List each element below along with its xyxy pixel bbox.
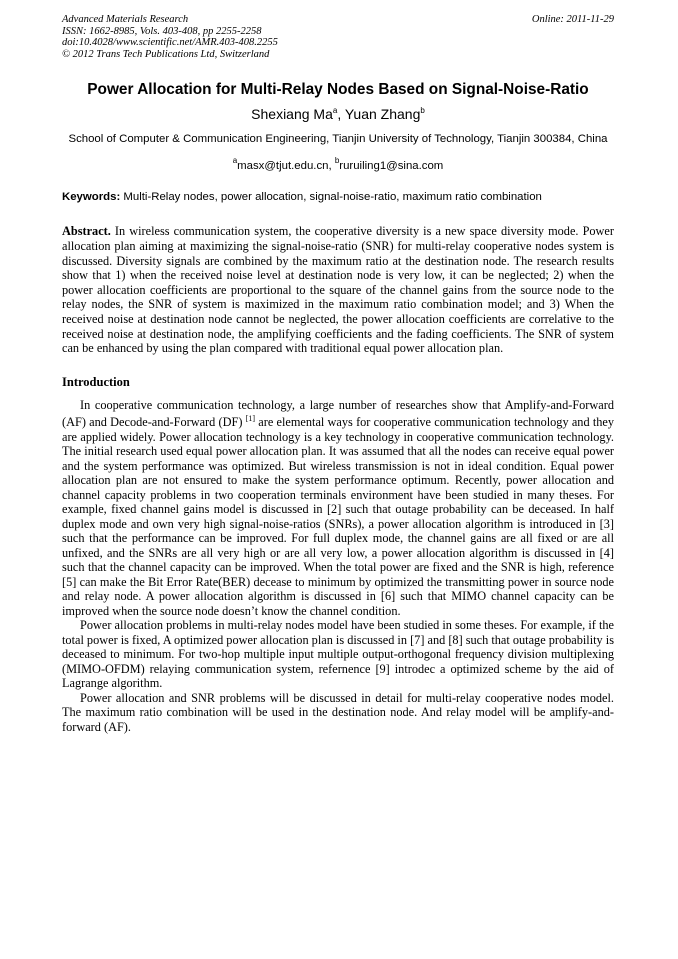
email-a-superscript: a xyxy=(232,156,238,166)
section-heading-introduction: Introduction xyxy=(62,374,130,389)
journal-header xyxy=(62,14,614,60)
journal-name: Advanced Materials Research xyxy=(62,14,189,25)
online-date: Online: 2011-11-29 xyxy=(531,14,614,25)
email-b-superscript: b xyxy=(334,156,340,166)
author-2-superscript: b xyxy=(420,106,425,116)
affiliation: School of Computer & Communication Engineering, Tianjin University of Technology, Tianjin 300384, China xyxy=(68,133,608,146)
intro-paragraph-1-part-b: are elemental ways for cooperative communication technology and they are applied widely. Power allocation technology is a key technology in cooperative communication technology. The initial research used equal power allocation plan. It was assumed that all the nodes can receive equal power and the system performance was optimized. But wireless transmission is not in ideal condition. Equal power allocation plan are not ensured to make the system performance optimum. Recently, power allocation and channel capacity problems in two cooperation terminals environment have been studied in many theses. For example, fixed channel gains model is discussed in [2] such that outage probability can be deceased. In half duplex mode and own very high signal-noise-ratios (SNRs), a power allocation algorithm is introduced in [3] such that the performance can be improved. For full duplex mode, the channel gains are all fixed or are all unfixed, and the SNRs are all very high or are all very low, a power allocation algorithm is discussed in [4] such that the channel capacity can be improved. When the total power are fixed and the SNR is high, reference [5] can make the Bit Error Rate(BER) decease to minimum by optimized the transmitting power in source node and relay node. A power allocation algorithm is discussed in [6] such that MIMO channel capacity can be improved when the source node doesn’t know the channel condition. xyxy=(62,415,615,618)
keywords xyxy=(62,190,614,205)
issn-line: ISSN: 1662-8985, Vols. 403-408, pp 2255-2258 xyxy=(62,25,262,37)
email-line xyxy=(62,153,614,174)
citation-ref-1: [1] xyxy=(245,414,256,424)
paper-page xyxy=(62,14,614,734)
abstract-label: Abstract. xyxy=(62,224,111,239)
abstract-text: In wireless communication system, the cooperative diversity is a new space diversity mode. Power allocation plan aiming at maximizing the signal-noise-ratio (SNR) for multi-relay cooperative nodes system is discussed. Diversity signals are combined by the maximum ratio at the destination node. The research results show that 1) when the received noise level at destination node is very low, it can be neglected; 2) when the power allocation coefficients are proportional to the square of the channel gains from the source node to the relay nodes, the SNR of system is maximized in the maximum ratio combination model; and 3) When the received noise at destination node cannot be neglected, the power allocation coefficients are correlative to the received noise at destination node, the amplifying coefficients and the fading coefficients. The SNR of system can be enhanced by using the plan compared with traditional equal power allocation plan. xyxy=(62,224,614,356)
paper-title: Power Allocation for Multi-Relay Nodes Based on Signal-Noise-Ratio xyxy=(87,81,589,99)
author-separator: , xyxy=(337,106,345,123)
doi-line: doi:10.4028/www.scientific.net/AMR.403-408.2255 xyxy=(62,37,278,49)
author-1: Shexiang Ma xyxy=(251,106,333,123)
copyright-line: © 2012 Trans Tech Publications Ltd, Switzerland xyxy=(62,48,270,60)
email-a: masx@tjut.edu.cn xyxy=(237,160,329,173)
intro-paragraph-1 xyxy=(62,398,614,619)
author-2: Yuan Zhang xyxy=(344,106,421,123)
email-b: ruruiling1@sina.com xyxy=(339,160,444,173)
intro-paragraph-2: Power allocation problems in multi-relay nodes model have been studied in some theses. For example, if the total power is fixed, A optimized power allocation plan is discussed in [7] and [8] such that outage probability is deceased to minimum. For two-hop multiple input multiple output-orthogonal frequency division multiplexing (MIMO-OFDM) relaying communication system, refernence [9] introdec a optimized scheme by the aid of Lagrange algorithm. xyxy=(62,618,614,691)
intro-paragraph-1-part-a: In cooperative communication technology, a large number of researches show that Amplify-and-Forward (AF) and Decode-and-Forward (DF) xyxy=(62,397,614,430)
intro-paragraph-3: Power allocation and SNR problems will be discussed in detail for multi-relay cooperative nodes model. The maximum ratio combination will be used in the destination node. And relay model will be amplify-and-forward (AF). xyxy=(62,690,614,734)
abstract xyxy=(62,224,614,355)
author-line xyxy=(62,102,614,123)
keywords-text: Multi-Relay nodes, power allocation, signal-noise-ratio, maximum ratio combination xyxy=(120,191,542,204)
email-separator: , xyxy=(328,160,335,173)
author-1-superscript: a xyxy=(332,106,338,116)
keywords-label: Keywords: xyxy=(62,191,121,204)
